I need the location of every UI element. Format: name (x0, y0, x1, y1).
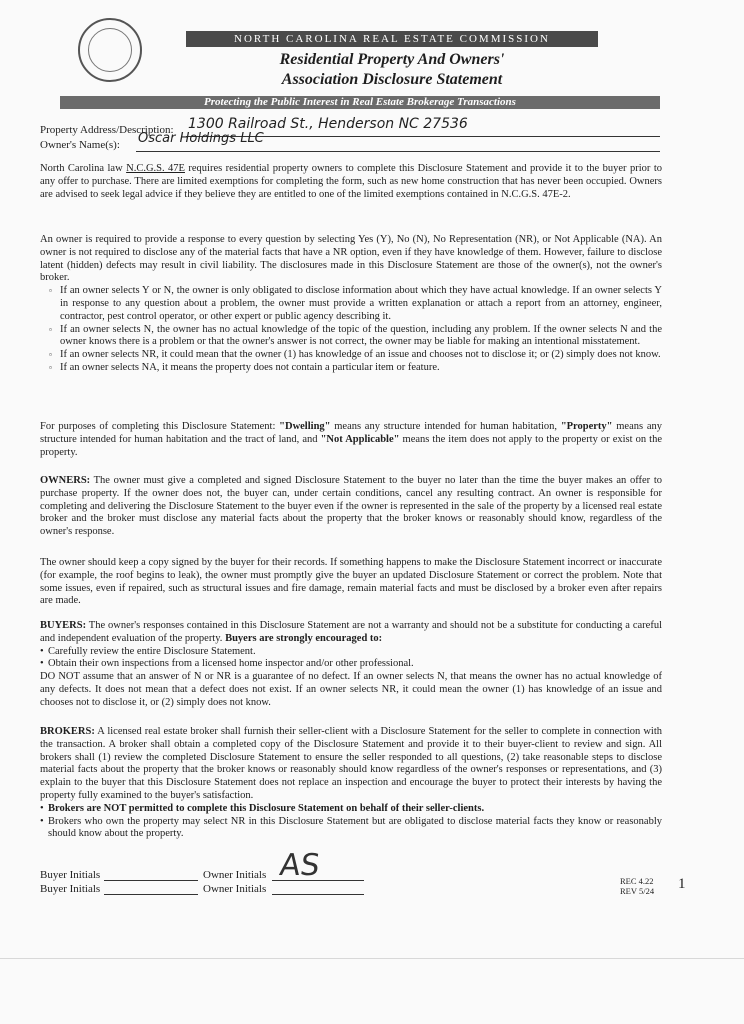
property-address-value: 1300 Railroad St., Henderson NC 27536 (188, 116, 468, 132)
list-item: ▫ If an owner selects NA, it means the property does not contain a particular item or feature. (40, 362, 662, 375)
brokers-list (40, 803, 662, 841)
owner-initials-row-2 (203, 882, 266, 896)
brokers-text: A licensed real estate broker shall furnish their seller-client with a Disclosure Statement for the seller to complete in connection with the transaction. A broker shall obtain a completed copy of the Disclosure Statement and provide it to their buyer-client to review and sign. All brokers shall (1) review the completed Disclosure Statement to ensure the seller responded to all questions, (2) take reasonable steps to disclose material facts about the property that the broker knows or reasonably should know regardless of the owner's responses or representations, and (3) explain to the buyer that this Disclosure Statement does not replace an inspection and encourage the buyer to protect their interests by having the property fully examined to the buyer's satisfaction. (40, 726, 662, 801)
definitions-text: means any structure intended for human habitation, (330, 421, 561, 432)
list-item: ▫ If an owner selects Y or N, the owner is only obligated to disclose information about which they have actual knowledge. If an owner selects Y in response to any question about a problem, the owner must provide a written explanation or attach a report from an attorney, engineer, contractor, pest control operator, or other expert or public agency describing it. (40, 285, 662, 323)
owners-copy-paragraph (40, 557, 662, 608)
form-title-line2: Association Disclosure Statement (281, 71, 503, 88)
buyer-initials-label: Buyer Initials (40, 869, 101, 881)
response-options-list (40, 285, 662, 375)
term-property: "Property" (560, 421, 613, 432)
tagline-bar: Protecting the Public Interest in Real Estate Brokerage Transactions (60, 96, 660, 109)
seal-inner-ring (88, 28, 132, 72)
owner-initials-label: Owner Initials (203, 883, 267, 895)
requirement-section (40, 234, 662, 375)
page-bottom-divider (0, 958, 744, 959)
buyers-text: The owner's responses contained in this Disclosure Statement are not a warranty and should not be a substitute for conducting a careful and independent evaluation of the property. (40, 620, 662, 644)
owners-section (40, 475, 662, 539)
owners-copy-text: The owner should keep a copy signed by the buyer for their records. If something happens to make the Disclosure Statement incorrect or inaccurate (for example, the roof begins to leak), the owner must promptly give the buyer an updated Disclosure Statement or correct the problem. Note that some issues, even if repaired, such as structural issues and fire damage, remain material facts and must be disclosed by a broker even after repairs are made. (40, 557, 662, 607)
agency-name-bar: NORTH CAROLINA REAL ESTATE COMMISSION (186, 31, 598, 47)
requirement-paragraph: An owner is required to provide a response to every question by selecting Yes (Y), No (N), No Representation (NR), or Not Applicable (NA). An owner is not required to disclose any of the material facts that have a NR option, even if they have knowledge of them. However, failure to disclose latent (hidden) defects may result in civil liability. The disclosures made in this Disclosure Statement are those of the owner(s), not the owner's broker. (40, 234, 662, 284)
owner-initials-field-2[interactable] (272, 894, 364, 895)
page-number: 1 (678, 876, 686, 892)
definitions-text: means any structure intended for human habitation and the tract of land, and (40, 421, 663, 445)
definitions-text: means the item does not apply to the property or exist on the property. (40, 433, 662, 458)
term-dwelling: "Dwelling" (279, 421, 331, 432)
buyers-list (40, 646, 662, 672)
owner-initials-label: Owner Initials (203, 869, 267, 881)
buyers-encouraged: Buyers are strongly encouraged to: (225, 632, 383, 644)
owner-initials-row-1 (203, 868, 266, 882)
commission-seal-icon (78, 18, 142, 82)
list-item: ▫ If an owner selects NR, it could mean that the owner (1) has knowledge of an issue and chooses not to disclose it; or (2) simply does not know. (40, 349, 662, 362)
form-title-line1: Residential Property And Owners' (279, 51, 505, 68)
form-revision (620, 876, 654, 896)
revision-date: REV 5/24 (620, 886, 655, 896)
list-item: • Carefully review the entire Disclosure Statement. (40, 646, 662, 659)
list-item: ▫ If an owner selects N, the owner has no actual knowledge of the topic of the question, including any problem. If the owner selects N and the owner knows there is a problem or that the owner's answer is not correct, the owner may be liable for making an intentional misstatement. (40, 324, 662, 350)
owner-signature-initials: AS (277, 848, 323, 883)
list-item: • Brokers who own the property may select NR in this Disclosure Statement but are obligated to disclose material facts they know or reasonably should know about the property. (40, 816, 662, 842)
buyers-warning-text: DO NOT assume that an answer of N or NR is a guarantee of no defect. If an owner selects N, that means the owner has no actual knowledge of any defects. It does not mean that a defect does not exist. If an owner selects NR, it could mean the owner (1) has knowledge of an issue and chooses not to disclose it, or (2) simply does not know. (40, 671, 662, 708)
definitions-text: For purposes of completing this Disclosure Statement: (40, 421, 280, 432)
buyers-heading: BUYERS: (40, 620, 87, 631)
property-address-field (40, 116, 660, 137)
owners-heading: OWNERS: (40, 475, 91, 486)
owner-name-value: Oscar Holdings LLC (138, 131, 264, 146)
brokers-section (40, 726, 662, 841)
buyer-initials-row-1 (40, 868, 100, 882)
intro-text: North Carolina law (40, 163, 127, 174)
form-title (186, 50, 598, 90)
list-item (40, 803, 662, 816)
intro-paragraph (40, 163, 662, 201)
brokers-not-permitted: Brokers are NOT permitted to complete this Disclosure Statement on behalf of their seller-clients. (48, 802, 485, 814)
definitions-paragraph (40, 421, 662, 459)
buyer-initials-field-1[interactable] (104, 880, 198, 881)
owner-name-underline (136, 151, 660, 152)
buyer-initials-row-2 (40, 882, 100, 896)
term-not-applicable: "Not Applicable" (320, 433, 400, 445)
buyers-section (40, 620, 662, 710)
list-item: • Obtain their own inspections from a licensed home inspector and/or other professional. (40, 658, 662, 671)
owner-name-label: Owner's Name(s): (40, 139, 120, 151)
statute-link[interactable]: N.C.G.S. 47E (126, 163, 185, 174)
form-code: REC 4.22 (620, 876, 654, 886)
buyer-initials-field-2[interactable] (104, 894, 198, 895)
owner-name-field (40, 131, 660, 152)
brokers-heading: BROKERS: (40, 726, 95, 737)
owners-text: The owner must give a completed and signed Disclosure Statement to the buyer no later than the time the buyer makes an offer to purchase property. If the owner does not, the buyer can, under certain conditions, cancel any resulting contract. An owner is responsible for completing and delivering the Disclosure Statement to the buyer even if the owner is represented in the sale of the property by a licensed real estate broker and the broker must disclose any material facts about the property that the broker knows or reasonably should know, regardless of the owner's response. (40, 475, 662, 538)
buyer-initials-label: Buyer Initials (40, 883, 101, 895)
property-address-label: Property Address/Description: (40, 124, 174, 136)
intro-text-cont: requires residential property owners to complete this Disclosure Statement and provide it to the buyer prior to any offer to purchase. There are limited exemptions for completing the form, such as new home construction that has never been occupied. Owners are advised to seek legal advice if they believe they are entitled to one of the limited exemptions contained in N.C.G.S. 47E-2. (40, 163, 662, 200)
